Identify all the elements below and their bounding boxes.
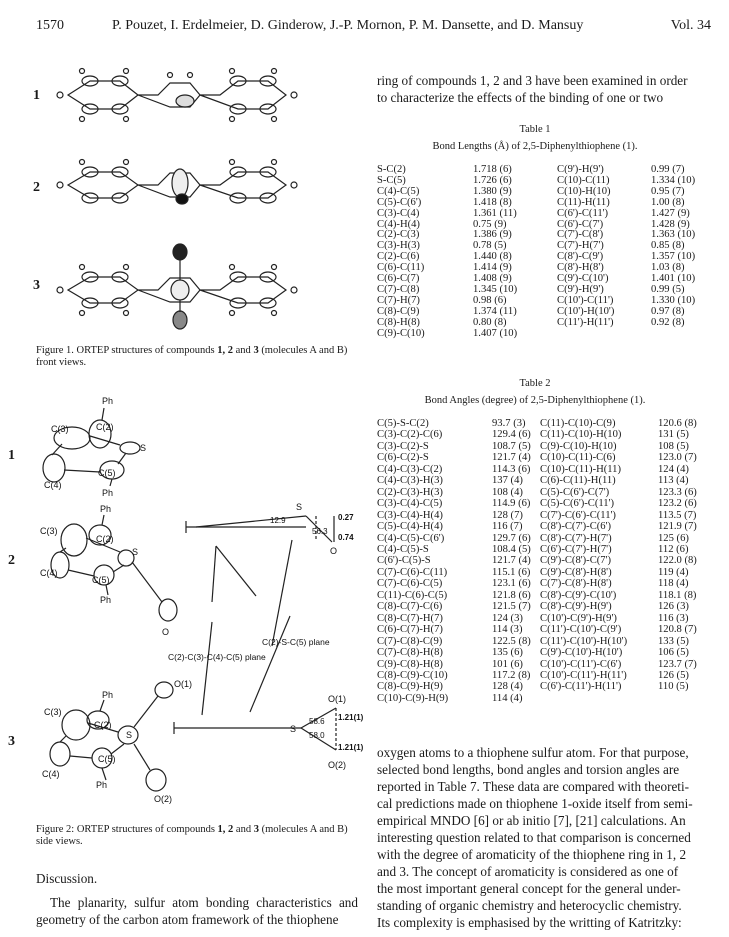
table-cell: C(4)-C(3)-H(3) bbox=[377, 475, 443, 487]
table-cell: 0.97 (8) bbox=[651, 305, 685, 317]
table-cell: C(5)-C(6')-C(11') bbox=[540, 498, 615, 510]
fig2-m3-o1: O(1) bbox=[174, 679, 192, 689]
table-row bbox=[377, 555, 702, 566]
fig2-m2-o: O bbox=[162, 627, 170, 637]
table-row bbox=[377, 198, 701, 209]
table-cell: C(3)-C(4) bbox=[377, 207, 420, 219]
table-cell: 108 (5) bbox=[658, 440, 689, 452]
table-cell: C(3)-C(2)-S bbox=[377, 440, 429, 452]
table-cell: C(8)-C(9) bbox=[377, 305, 420, 317]
table-cell: 128 (7) bbox=[492, 509, 523, 521]
table-cell: 1.345 (10) bbox=[473, 283, 518, 295]
table-cell: 123.1 (6) bbox=[492, 578, 531, 590]
table-row bbox=[377, 533, 702, 544]
table-row bbox=[377, 670, 702, 681]
table-cell: C(6)-C(11)-H(11) bbox=[540, 475, 616, 487]
fig2-s2-angle2: 56.3 bbox=[312, 527, 328, 536]
table1-label: Table 1 bbox=[519, 124, 551, 135]
table-row bbox=[377, 636, 702, 647]
table-cell: C(10)-C(11) bbox=[557, 174, 610, 186]
table-cell: 0.80 (8) bbox=[473, 316, 507, 328]
table-row bbox=[377, 318, 701, 329]
table-cell: 113.5 (7) bbox=[658, 509, 697, 521]
fig2-m2-ph-top: Ph bbox=[100, 504, 112, 514]
table2-label: Table 2 bbox=[519, 378, 551, 389]
figure1-label-3: 3 bbox=[33, 278, 40, 293]
fig2-m1-c3: C(3) bbox=[51, 424, 69, 434]
table-cell: C(9')-H(9') bbox=[557, 164, 604, 175]
table-cell: 129.4 (6) bbox=[492, 429, 531, 441]
table-cell: 120.6 (8) bbox=[658, 418, 697, 429]
table1-bond-lengths bbox=[377, 165, 701, 340]
table2-title: Bond Angles (degree) of 2,5-Diphenylthiophene (1). bbox=[424, 395, 646, 406]
table-cell: 1.361 (11) bbox=[473, 207, 517, 219]
table-cell: 0.98 (6) bbox=[473, 294, 507, 306]
table-cell: C(4)-C(5)-S bbox=[377, 543, 429, 555]
table-cell: 124 (3) bbox=[492, 612, 523, 624]
table-row bbox=[377, 647, 702, 658]
table-cell: 1.414 (9) bbox=[473, 262, 512, 274]
table-cell: 1.718 (6) bbox=[473, 164, 512, 175]
table-cell bbox=[658, 693, 702, 704]
table-cell: C(6)-C(2)-S bbox=[377, 452, 429, 464]
table-row bbox=[377, 613, 702, 624]
table-cell bbox=[557, 329, 651, 340]
body-line: selected bond lengths, bond angles and torsion angles are bbox=[377, 762, 680, 777]
table-row bbox=[377, 624, 702, 635]
table-cell: C(10')-H(10') bbox=[557, 305, 615, 317]
table-cell: 1.427 (9) bbox=[651, 207, 690, 219]
table-cell: C(7)-C(6)-C(5) bbox=[377, 578, 443, 590]
molecule-1-front bbox=[57, 69, 297, 122]
table-cell: 1.407 (10) bbox=[473, 327, 518, 339]
table-cell: 114.3 (6) bbox=[492, 463, 531, 475]
table-cell: C(11)-C(10)-H(10) bbox=[540, 429, 622, 441]
table-cell: 1.380 (9) bbox=[473, 185, 512, 197]
table-cell: 0.95 (7) bbox=[651, 185, 685, 197]
table-cell: 0.85 (8) bbox=[651, 240, 685, 252]
table-cell: 118 (4) bbox=[658, 578, 689, 590]
fig2-m3-c3: C(3) bbox=[44, 707, 62, 717]
table-cell: C(6')-C(11') bbox=[557, 207, 609, 219]
table-cell: 137 (4) bbox=[492, 475, 523, 487]
table-row bbox=[377, 418, 702, 429]
discussion-heading: Discussion. bbox=[36, 871, 98, 886]
table-cell: 114.9 (6) bbox=[492, 498, 531, 510]
table-cell: 0.78 (5) bbox=[473, 240, 507, 252]
table-cell: 118.1 (8) bbox=[658, 589, 697, 601]
molecule-3-front bbox=[57, 244, 297, 329]
table-cell: C(6')-C(7')-H(7') bbox=[540, 543, 612, 555]
table-cell: 113 (4) bbox=[658, 475, 689, 487]
table-cell: 124 (4) bbox=[658, 463, 689, 475]
table-cell: C(4)-H(4) bbox=[377, 218, 420, 230]
body-line: Its complexity is emphasised by the writting of Katritzky: bbox=[377, 915, 682, 930]
fig2-m3-ph-bot: Ph bbox=[96, 780, 108, 790]
table-cell: C(11)-C(6)-C(5) bbox=[377, 589, 448, 601]
fig2-m3-c4: C(4) bbox=[42, 769, 60, 779]
table-cell: 123.0 (7) bbox=[658, 452, 697, 464]
table-cell: C(10)-H(10) bbox=[557, 185, 611, 197]
fig2-m3-s: S bbox=[126, 730, 133, 740]
table-cell bbox=[651, 329, 701, 340]
table-row bbox=[377, 544, 702, 555]
table-cell: 1.386 (9) bbox=[473, 229, 512, 241]
table-cell: C(7')-C(8')-H(8') bbox=[540, 578, 612, 590]
table-cell: C(9')-H(9') bbox=[557, 283, 604, 295]
table-cell: C(6')-C(5)-S bbox=[377, 555, 431, 567]
table-cell: C(8)-H(8) bbox=[377, 316, 420, 328]
body-line: the most important general concept for the general under- bbox=[377, 881, 681, 896]
table-cell: 1.408 (9) bbox=[473, 273, 512, 285]
table-cell: C(10)-C(11)-C(6) bbox=[540, 452, 616, 464]
table-row bbox=[377, 521, 702, 532]
table-cell: C(9)-C(10)-H(10) bbox=[540, 440, 617, 452]
table-row bbox=[377, 209, 701, 220]
table-cell: C(5)-C(6')-C(7') bbox=[540, 486, 610, 498]
table-cell: C(3)-C(4)-H(4) bbox=[377, 509, 443, 521]
table-row bbox=[377, 452, 702, 463]
table-cell: C(8')-C(7')-H(7') bbox=[540, 532, 612, 544]
table-cell: 129.7 (6) bbox=[492, 532, 531, 544]
figure2-label-2: 2 bbox=[8, 553, 15, 568]
table-cell: C(6)-C(7)-H(7) bbox=[377, 624, 443, 636]
table-cell: C(3)-C(4)-C(5) bbox=[377, 498, 443, 510]
table-cell: C(6')-C(7') bbox=[557, 218, 604, 230]
table-cell: C(10)-C(9)-H(9) bbox=[377, 692, 449, 704]
table-row bbox=[377, 659, 702, 670]
table1-title: Bond Lengths (Å) of 2,5-Diphenylthiophene (1). bbox=[432, 141, 638, 152]
figure2-caption: Figure 2: ORTEP structures of compounds 1, 2 and 3 (molecules A and B) side views. bbox=[36, 824, 348, 847]
table-row bbox=[377, 567, 702, 578]
table-cell: C(3)-H(3) bbox=[377, 240, 420, 252]
table-cell: 121.8 (6) bbox=[492, 589, 531, 601]
table-cell: 101 (6) bbox=[492, 658, 523, 670]
fig2-m1-ph-bot: Ph bbox=[102, 488, 114, 498]
table-cell: 123.2 (6) bbox=[658, 498, 697, 510]
table-cell: C(7')-C(6')-C(11') bbox=[540, 509, 616, 521]
table-cell: 116 (3) bbox=[658, 612, 689, 624]
table-cell: 131 (5) bbox=[658, 429, 689, 441]
fig2-m3-o2: O(2) bbox=[154, 794, 172, 804]
table-cell: 1.726 (6) bbox=[473, 174, 512, 186]
fig2-plane2-label: C(2)-S-C(5) plane bbox=[262, 637, 330, 647]
fig2-s3-dist1: 1.21(1) bbox=[338, 713, 364, 722]
table-cell: 1.03 (8) bbox=[651, 262, 685, 274]
table-row bbox=[377, 464, 702, 475]
table-cell: 1.440 (8) bbox=[473, 251, 512, 263]
table-row bbox=[377, 681, 702, 692]
table-cell: 114 (4) bbox=[492, 692, 523, 704]
table-cell: C(3)-C(2)-C(6) bbox=[377, 429, 443, 441]
table-cell: C(8)-C(9)-H(9) bbox=[377, 681, 443, 693]
table-cell: 0.99 (7) bbox=[651, 164, 685, 175]
table-cell: 106 (5) bbox=[658, 647, 689, 659]
table-cell: 122.5 (8) bbox=[492, 635, 531, 647]
table-cell: C(6')-C(11')-H(11') bbox=[540, 681, 622, 693]
fig2-m1-s: S bbox=[140, 443, 147, 453]
table-cell: C(11')-C(10')-C(9') bbox=[540, 624, 622, 636]
table-cell: 117.2 (8) bbox=[492, 669, 531, 681]
body-line: oxygen atoms to a thiophene sulfur atom. For that purpose, bbox=[377, 745, 689, 760]
table-row bbox=[377, 590, 702, 601]
table-cell: C(4)-C(5)-C(6') bbox=[377, 532, 445, 544]
table-cell: C(10')-C(9')-H(9') bbox=[540, 612, 617, 624]
table-cell: 0.99 (5) bbox=[651, 283, 685, 295]
fig2-s3-dist2: 1.21(1) bbox=[338, 743, 364, 752]
fig2-m3-c2: C(2) bbox=[94, 720, 112, 730]
body-line: cal predictions made on thiophene 1-oxide itself from semi- bbox=[377, 796, 693, 811]
figure1-caption: Figure 1. ORTEP structures of compounds 1, 2 and 3 (molecules A and B) front views. bbox=[36, 345, 348, 368]
discussion-paragraph: The planarity, sulfur atom bonding characteristics and geometry of the carbon atom framework of the thiophene bbox=[36, 895, 358, 927]
table-cell: 116 (7) bbox=[492, 521, 523, 533]
right-body bbox=[377, 744, 693, 931]
fig2-m2-c3: C(3) bbox=[40, 526, 58, 536]
fig2-s2-dist2: 0.74 bbox=[338, 533, 354, 542]
fig2-m2-c5: C(5) bbox=[92, 575, 110, 585]
table-cell: C(10')-C(11') bbox=[557, 294, 614, 306]
figure2-label-3: 3 bbox=[8, 734, 15, 749]
table-cell: C(7)-C(8)-C(9) bbox=[377, 635, 443, 647]
fig2-s3-angle1: 58.6 bbox=[309, 717, 325, 726]
table-cell: C(8)-C(9)-C(10) bbox=[377, 669, 448, 681]
body-line: reported in Table 7. These data are compared with theoreti- bbox=[377, 779, 690, 794]
body-line: with the degree of aromaticity of the thiophene ring in 1, 2 bbox=[377, 847, 687, 862]
table-cell: C(8)-C(7)-C(6) bbox=[377, 601, 443, 613]
table-cell: 135 (6) bbox=[492, 647, 523, 659]
table-cell: 1.374 (11) bbox=[473, 305, 517, 317]
fig2-plane1-label: C(2)-C(3)-C(4)-C(5) plane bbox=[168, 652, 266, 662]
table-cell: 123.7 (7) bbox=[658, 658, 697, 670]
fig2-m2-s: S bbox=[132, 547, 139, 557]
table-cell: C(7)-H(7) bbox=[377, 294, 420, 306]
fig2-s2-angle1: 12.9 bbox=[270, 516, 286, 525]
table-cell: C(6)-C(11) bbox=[377, 262, 425, 274]
table-cell: C(9')-C(8')-C(7') bbox=[540, 555, 612, 567]
table-cell: C(7')-H(7') bbox=[557, 240, 604, 252]
table-cell: 121.5 (7) bbox=[492, 601, 531, 613]
table-cell: 1.00 (8) bbox=[651, 196, 685, 208]
table-cell: C(8')-C(7')-C(6') bbox=[540, 521, 612, 533]
table-cell: 122.0 (8) bbox=[658, 555, 697, 567]
table-row bbox=[377, 487, 702, 498]
table-cell: 121.7 (4) bbox=[492, 452, 531, 464]
table-cell: 121.7 (4) bbox=[492, 555, 531, 567]
table-row bbox=[377, 578, 702, 589]
table-cell: S-C(5) bbox=[377, 174, 406, 186]
table-cell: C(9')-C(10') bbox=[557, 273, 609, 285]
figure1-label-2: 2 bbox=[33, 180, 40, 195]
body-line: standing of organic chemistry and heterocyclic chemistry. bbox=[377, 898, 682, 913]
table-cell: 114 (3) bbox=[492, 624, 523, 636]
table-cell: C(10)-C(11)-H(11) bbox=[540, 463, 621, 475]
fig2-s3-o1: O(1) bbox=[328, 694, 346, 704]
fig2-s3-angle2: 58.0 bbox=[309, 731, 325, 740]
fig2-m2-ph-bot: Ph bbox=[100, 595, 112, 605]
figure2-label-1: 1 bbox=[8, 448, 15, 463]
table-row bbox=[377, 693, 702, 704]
fig2-m2-c2: C(2) bbox=[96, 534, 114, 544]
table-cell: C(6)-C(7) bbox=[377, 273, 420, 285]
fig2-s2-dist1: 0.27 bbox=[338, 513, 354, 522]
table-cell: 126 (3) bbox=[658, 601, 689, 613]
table-cell: 0.92 (8) bbox=[651, 316, 685, 328]
right-intro: ring of compounds 1, 2 and 3 have been examined in order to characterize the effects of the binding of one or two bbox=[377, 73, 688, 105]
table-cell: 1.357 (10) bbox=[651, 251, 696, 263]
table-cell: 0.75 (9) bbox=[473, 218, 507, 230]
fig2-s2-s: S bbox=[296, 502, 303, 512]
table-cell: C(7')-C(8') bbox=[557, 229, 604, 241]
table-row bbox=[377, 429, 702, 440]
table-row bbox=[377, 475, 702, 486]
table-cell: 93.7 (3) bbox=[492, 418, 526, 429]
table-cell: C(8')-H(8') bbox=[557, 262, 604, 274]
table-cell: C(9')-C(8')-H(8') bbox=[540, 566, 612, 578]
table-row bbox=[377, 329, 701, 340]
fig2-m1-c4: C(4) bbox=[44, 480, 62, 490]
table-cell: 128 (4) bbox=[492, 681, 523, 693]
fig2-m3-c5: C(5) bbox=[98, 754, 116, 764]
table-cell: C(10')-C(11')-C(6') bbox=[540, 658, 622, 670]
table-cell: 1.428 (9) bbox=[651, 218, 690, 230]
body-line: empirical MNDO [6] or ab initio [7], [21] calculations. An bbox=[377, 813, 686, 828]
table-row bbox=[377, 601, 702, 612]
volume-label: Vol. 34 bbox=[670, 18, 711, 33]
fig2-m1-c5: C(5) bbox=[98, 468, 116, 478]
table2-bond-angles bbox=[377, 418, 702, 704]
table-cell: 121.9 (7) bbox=[658, 521, 697, 533]
page-number: 1570 bbox=[36, 18, 64, 33]
fig2-m1-c2: C(2) bbox=[96, 422, 114, 432]
table-row bbox=[377, 510, 702, 521]
table-cell: C(8)-C(7)-H(7) bbox=[377, 612, 443, 624]
table-cell: 108 (4) bbox=[492, 486, 523, 498]
table-cell: C(11)-H(11) bbox=[557, 196, 610, 208]
table-cell: 1.401 (10) bbox=[651, 273, 696, 285]
table-cell: C(10')-C(11')-H(11') bbox=[540, 669, 627, 681]
table-cell: 108.7 (5) bbox=[492, 440, 531, 452]
table-cell: C(5)-C(4)-H(4) bbox=[377, 521, 443, 533]
table-cell: 125 (6) bbox=[658, 532, 689, 544]
table-cell: 133 (5) bbox=[658, 635, 689, 647]
table-cell: C(4)-C(3)-C(2) bbox=[377, 463, 443, 475]
table-cell: C(9')-C(10')-H(10') bbox=[540, 647, 623, 659]
table-cell: C(8')-C(9')-H(9') bbox=[540, 601, 612, 613]
table-row bbox=[377, 441, 702, 452]
table-cell: 123.3 (6) bbox=[658, 486, 697, 498]
table-cell: C(9)-C(8)-H(8) bbox=[377, 658, 443, 670]
table-cell: C(5)-S-C(2) bbox=[377, 418, 429, 429]
table-cell: C(4)-C(5) bbox=[377, 185, 420, 197]
table-cell: 115.1 (6) bbox=[492, 566, 531, 578]
figure2-ortep-drawing bbox=[16, 390, 366, 810]
table-cell: S-C(2) bbox=[377, 164, 406, 175]
table-cell: C(11')-H(11') bbox=[557, 316, 614, 328]
table-cell: C(2)-C(3)-H(3) bbox=[377, 486, 443, 498]
running-head-authors: P. Pouzet, I. Erdelmeier, D. Ginderow, J.-P. Mornon, P. M. Dansette, and D. Mansuy bbox=[112, 18, 584, 33]
table-cell: C(8')-C(9') bbox=[557, 251, 604, 263]
figure1-ortep-drawing bbox=[50, 60, 360, 350]
table-cell: 1.363 (10) bbox=[651, 229, 696, 241]
fig2-m1-ph-top: Ph bbox=[102, 396, 114, 406]
table-cell: C(2)-C(6) bbox=[377, 251, 420, 263]
figure1-label-1: 1 bbox=[33, 88, 40, 103]
table-cell: C(7)-C(8)-H(8) bbox=[377, 647, 443, 659]
table-cell: C(8')-C(9')-C(10') bbox=[540, 589, 617, 601]
table-cell: 108.4 (5) bbox=[492, 543, 531, 555]
table-cell bbox=[540, 693, 658, 704]
table-cell: 126 (5) bbox=[658, 669, 689, 681]
body-line: and 3. The concept of aromaticity is considered as one of bbox=[377, 864, 679, 879]
table-cell: C(7)-C(6)-C(11) bbox=[377, 566, 448, 578]
table-cell: C(11')-C(10')-H(10') bbox=[540, 635, 628, 647]
table-cell: 120.8 (7) bbox=[658, 624, 697, 636]
table-cell: 110 (5) bbox=[658, 681, 689, 693]
table-cell: C(5)-C(6') bbox=[377, 196, 422, 208]
table-cell: C(2)-C(3) bbox=[377, 229, 420, 241]
table-cell: C(7)-C(8) bbox=[377, 283, 420, 295]
table-cell: C(11)-C(10)-C(9) bbox=[540, 418, 616, 429]
table-cell: 1.418 (8) bbox=[473, 196, 512, 208]
body-line: interesting question related to that comparison is concerned bbox=[377, 830, 691, 845]
fig2-s3-o2: O(2) bbox=[328, 760, 346, 770]
fig2-s3-s: S bbox=[290, 724, 297, 734]
fig2-s2-o: O bbox=[330, 546, 338, 556]
table-cell: C(9)-C(10) bbox=[377, 327, 425, 339]
table-cell: 1.330 (10) bbox=[651, 294, 696, 306]
fig2-m3-ph-top: Ph bbox=[102, 690, 114, 700]
table-cell: 1.334 (10) bbox=[651, 174, 696, 186]
fig2-m2-c4: C(4) bbox=[40, 568, 58, 578]
table-cell: 112 (6) bbox=[658, 543, 689, 555]
table-row bbox=[377, 498, 702, 509]
table-cell: 119 (4) bbox=[658, 566, 689, 578]
molecule-2-front bbox=[57, 160, 297, 205]
